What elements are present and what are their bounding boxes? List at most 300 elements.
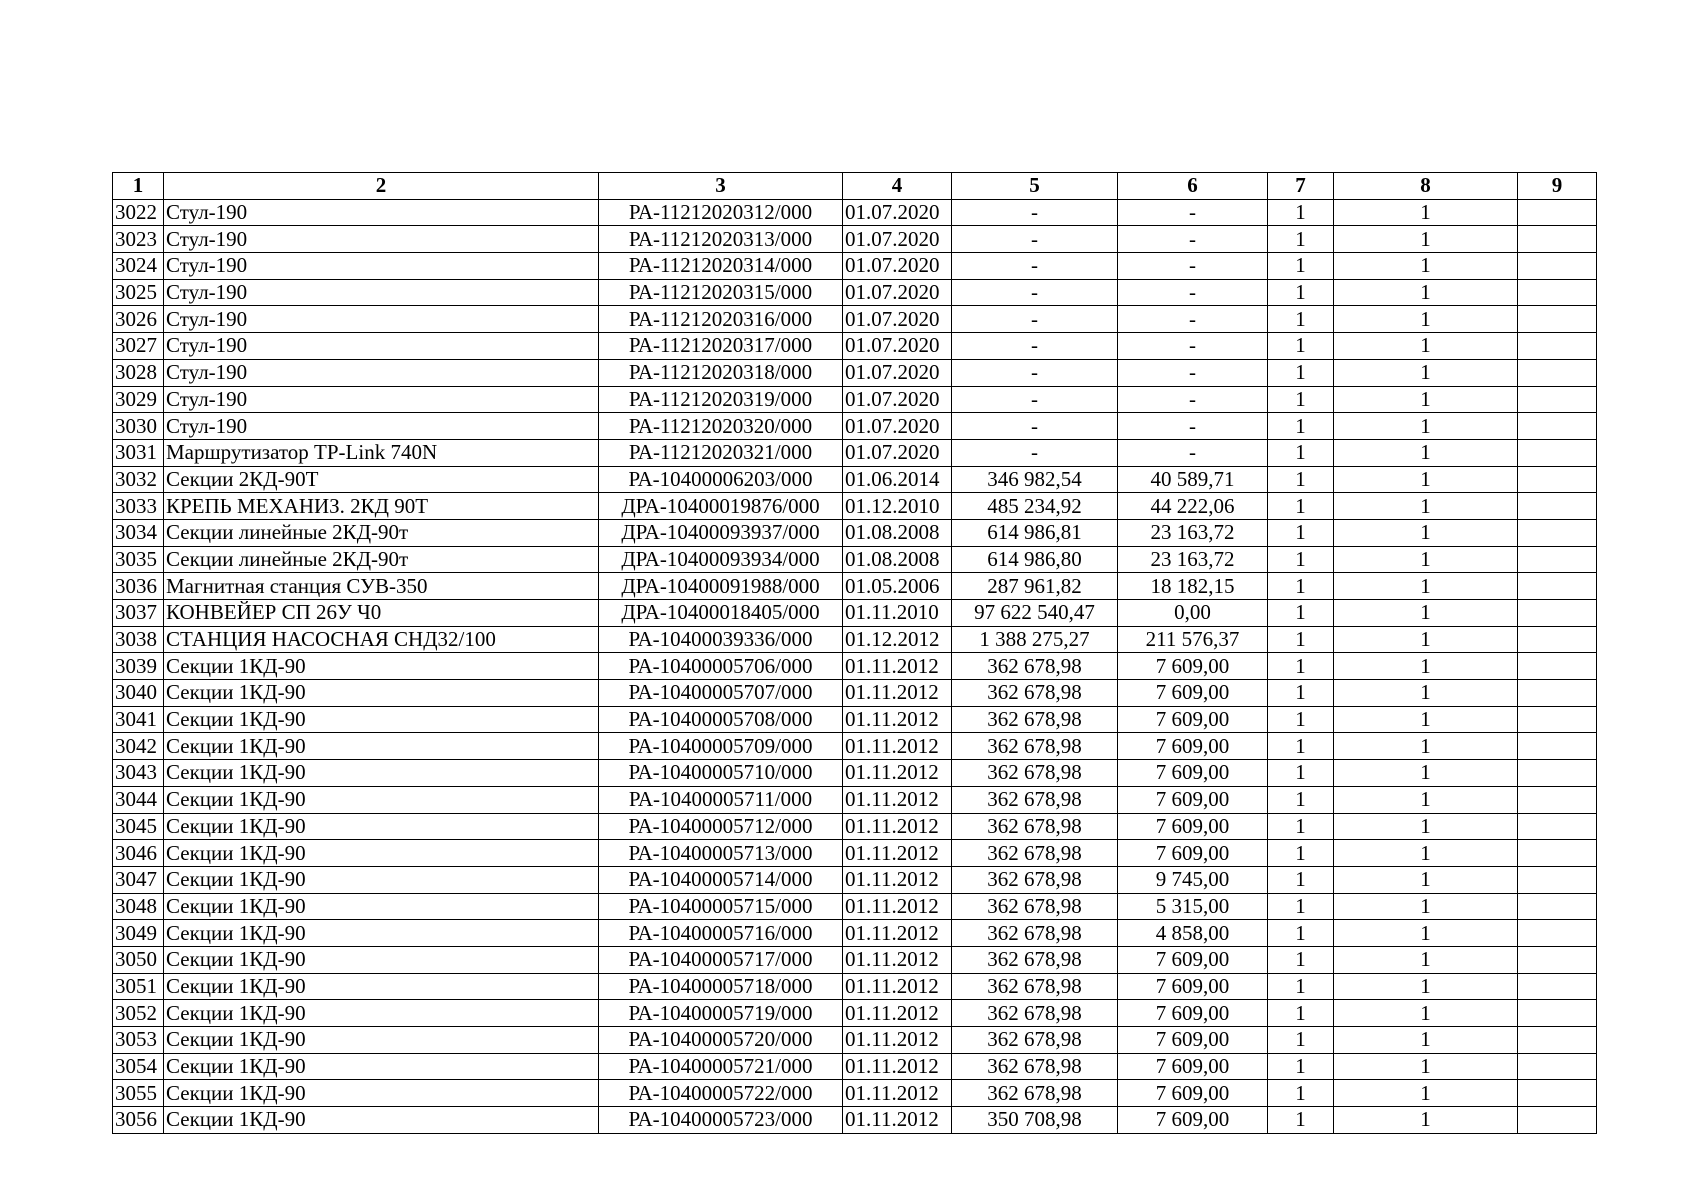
column-header-6: 6 [1118,173,1268,200]
row-number-cell: 3028 [113,359,164,386]
row-number-cell: 3033 [113,493,164,520]
note-cell [1518,253,1597,280]
quantity-cell: 1 [1268,866,1334,893]
cost-cell: - [952,386,1118,413]
item-name-cell: Секции 1КД-90 [164,946,599,973]
note-cell [1518,279,1597,306]
residual-value-cell: - [1118,306,1268,333]
actual-quantity-cell: 1 [1334,626,1518,653]
note-cell [1518,680,1597,707]
cost-cell: - [952,306,1118,333]
note-cell [1518,893,1597,920]
residual-value-cell: 7 609,00 [1118,680,1268,707]
inventory-number-cell: ДРА-10400018405/000 [599,600,843,627]
note-cell [1518,653,1597,680]
table-row [113,253,1597,280]
item-name-cell: Стул-190 [164,199,599,226]
item-name-cell: Секции 1КД-90 [164,1000,599,1027]
quantity-cell: 1 [1268,226,1334,253]
inventory-number-cell: РА-10400005708/000 [599,706,843,733]
table-row [113,413,1597,440]
actual-quantity-cell: 1 [1334,546,1518,573]
item-name-cell: Стул-190 [164,279,599,306]
actual-quantity-cell: 1 [1334,760,1518,787]
item-name-cell: Секции 1КД-90 [164,1080,599,1107]
table-row [113,920,1597,947]
date-cell: 01.11.2012 [843,1000,952,1027]
item-name-cell: Секции 1КД-90 [164,706,599,733]
table-row [113,546,1597,573]
actual-quantity-cell: 1 [1334,253,1518,280]
quantity-cell: 1 [1268,306,1334,333]
quantity-cell: 1 [1268,493,1334,520]
inventory-number-cell: ДРА-10400093937/000 [599,519,843,546]
quantity-cell: 1 [1268,946,1334,973]
row-number-cell: 3053 [113,1027,164,1054]
quantity-cell: 1 [1268,600,1334,627]
actual-quantity-cell: 1 [1334,840,1518,867]
table-row [113,600,1597,627]
quantity-cell: 1 [1268,253,1334,280]
cost-cell: 362 678,98 [952,920,1118,947]
residual-value-cell: 4 858,00 [1118,920,1268,947]
table-row [113,680,1597,707]
cost-cell: 614 986,80 [952,546,1118,573]
table-row [113,439,1597,466]
table-row [113,760,1597,787]
date-cell: 01.11.2012 [843,786,952,813]
note-cell [1518,626,1597,653]
note-cell [1518,1080,1597,1107]
residual-value-cell: 18 182,15 [1118,573,1268,600]
row-number-cell: 3026 [113,306,164,333]
inventory-number-cell: РА-11212020321/000 [599,439,843,466]
table-row [113,333,1597,360]
inventory-number-cell: РА-11212020320/000 [599,413,843,440]
residual-value-cell: 5 315,00 [1118,893,1268,920]
residual-value-cell: 7 609,00 [1118,653,1268,680]
cost-cell: - [952,253,1118,280]
table-row [113,733,1597,760]
quantity-cell: 1 [1268,546,1334,573]
row-number-cell: 3041 [113,706,164,733]
note-cell [1518,600,1597,627]
row-number-cell: 3036 [113,573,164,600]
date-cell: 01.11.2012 [843,920,952,947]
note-cell [1518,733,1597,760]
table-row [113,359,1597,386]
note-cell [1518,840,1597,867]
item-name-cell: Секции 1КД-90 [164,813,599,840]
quantity-cell: 1 [1268,519,1334,546]
header-row [113,173,1597,200]
cost-cell: - [952,439,1118,466]
row-number-cell: 3035 [113,546,164,573]
date-cell: 01.07.2020 [843,439,952,466]
row-number-cell: 3025 [113,279,164,306]
inventory-number-cell: РА-10400005707/000 [599,680,843,707]
item-name-cell: Магнитная станция СУВ-350 [164,573,599,600]
residual-value-cell: - [1118,226,1268,253]
row-number-cell: 3044 [113,786,164,813]
table-row [113,386,1597,413]
date-cell: 01.11.2012 [843,893,952,920]
item-name-cell: Секции 1КД-90 [164,1027,599,1054]
residual-value-cell: - [1118,413,1268,440]
column-header-9: 9 [1518,173,1597,200]
cost-cell: 362 678,98 [952,1053,1118,1080]
date-cell: 01.07.2020 [843,306,952,333]
inventory-number-cell: РА-10400005723/000 [599,1107,843,1134]
residual-value-cell: 7 609,00 [1118,813,1268,840]
note-cell [1518,466,1597,493]
item-name-cell: КРЕПЬ МЕХАНИЗ. 2КД 90Т [164,493,599,520]
column-header-2: 2 [164,173,599,200]
row-number-cell: 3022 [113,199,164,226]
date-cell: 01.11.2012 [843,760,952,787]
actual-quantity-cell: 1 [1334,733,1518,760]
residual-value-cell: - [1118,253,1268,280]
column-header-4: 4 [843,173,952,200]
actual-quantity-cell: 1 [1334,946,1518,973]
date-cell: 01.11.2010 [843,600,952,627]
item-name-cell: Секции 1КД-90 [164,840,599,867]
quantity-cell: 1 [1268,359,1334,386]
cost-cell: 362 678,98 [952,813,1118,840]
actual-quantity-cell: 1 [1334,680,1518,707]
quantity-cell: 1 [1268,199,1334,226]
actual-quantity-cell: 1 [1334,199,1518,226]
table-row [113,840,1597,867]
cost-cell: 362 678,98 [952,973,1118,1000]
table-row [113,866,1597,893]
item-name-cell: Маршрутизатор TP-Link 740N [164,439,599,466]
quantity-cell: 1 [1268,439,1334,466]
residual-value-cell: 9 745,00 [1118,866,1268,893]
quantity-cell: 1 [1268,1027,1334,1054]
inventory-number-cell: РА-11212020314/000 [599,253,843,280]
actual-quantity-cell: 1 [1334,600,1518,627]
note-cell [1518,439,1597,466]
date-cell: 01.11.2012 [843,733,952,760]
row-number-cell: 3048 [113,893,164,920]
residual-value-cell: 211 576,37 [1118,626,1268,653]
cost-cell: 362 678,98 [952,760,1118,787]
residual-value-cell: 0,00 [1118,600,1268,627]
actual-quantity-cell: 1 [1334,306,1518,333]
inventory-number-cell: РА-11212020313/000 [599,226,843,253]
cost-cell: - [952,413,1118,440]
date-cell: 01.11.2012 [843,840,952,867]
table-row [113,306,1597,333]
note-cell [1518,1053,1597,1080]
inventory-number-cell: РА-10400005712/000 [599,813,843,840]
actual-quantity-cell: 1 [1334,226,1518,253]
table-row [113,226,1597,253]
date-cell: 01.07.2020 [843,199,952,226]
row-number-cell: 3050 [113,946,164,973]
residual-value-cell: 7 609,00 [1118,760,1268,787]
residual-value-cell: 23 163,72 [1118,519,1268,546]
row-number-cell: 3043 [113,760,164,787]
quantity-cell: 1 [1268,333,1334,360]
date-cell: 01.07.2020 [843,226,952,253]
note-cell [1518,1027,1597,1054]
residual-value-cell: 23 163,72 [1118,546,1268,573]
item-name-cell: Секции 1КД-90 [164,760,599,787]
residual-value-cell: 7 609,00 [1118,946,1268,973]
cost-cell: - [952,199,1118,226]
inventory-number-cell: РА-10400039336/000 [599,626,843,653]
date-cell: 01.11.2012 [843,973,952,1000]
actual-quantity-cell: 1 [1334,466,1518,493]
inventory-number-cell: ДРА-10400019876/000 [599,493,843,520]
inventory-number-cell: РА-11212020318/000 [599,359,843,386]
date-cell: 01.05.2006 [843,573,952,600]
item-name-cell: Стул-190 [164,386,599,413]
quantity-cell: 1 [1268,920,1334,947]
date-cell: 01.11.2012 [843,866,952,893]
cost-cell: 614 986,81 [952,519,1118,546]
cost-cell: - [952,333,1118,360]
table-row [113,466,1597,493]
actual-quantity-cell: 1 [1334,653,1518,680]
quantity-cell: 1 [1268,840,1334,867]
note-cell [1518,813,1597,840]
row-number-cell: 3055 [113,1080,164,1107]
note-cell [1518,973,1597,1000]
row-number-cell: 3029 [113,386,164,413]
table-row [113,1107,1597,1134]
residual-value-cell: 40 589,71 [1118,466,1268,493]
cost-cell: 362 678,98 [952,680,1118,707]
row-number-cell: 3054 [113,1053,164,1080]
actual-quantity-cell: 1 [1334,813,1518,840]
quantity-cell: 1 [1268,386,1334,413]
quantity-cell: 1 [1268,893,1334,920]
item-name-cell: Стул-190 [164,413,599,440]
residual-value-cell: 44 222,06 [1118,493,1268,520]
inventory-number-cell: РА-11212020316/000 [599,306,843,333]
quantity-cell: 1 [1268,1000,1334,1027]
row-number-cell: 3047 [113,866,164,893]
cost-cell: 362 678,98 [952,1080,1118,1107]
quantity-cell: 1 [1268,680,1334,707]
inventory-number-cell: РА-10400005714/000 [599,866,843,893]
item-name-cell: Стул-190 [164,306,599,333]
row-number-cell: 3027 [113,333,164,360]
cost-cell: - [952,279,1118,306]
actual-quantity-cell: 1 [1334,973,1518,1000]
date-cell: 01.12.2010 [843,493,952,520]
note-cell [1518,386,1597,413]
inventory-number-cell: РА-10400006203/000 [599,466,843,493]
actual-quantity-cell: 1 [1334,786,1518,813]
cost-cell: 350 708,98 [952,1107,1118,1134]
inventory-number-cell: РА-10400005718/000 [599,973,843,1000]
item-name-cell: Секции 2КД-90Т [164,466,599,493]
table-row [113,519,1597,546]
table-row [113,573,1597,600]
date-cell: 01.11.2012 [843,1080,952,1107]
residual-value-cell: 7 609,00 [1118,786,1268,813]
row-number-cell: 3031 [113,439,164,466]
quantity-cell: 1 [1268,279,1334,306]
date-cell: 01.11.2012 [843,1027,952,1054]
table-row [113,1080,1597,1107]
row-number-cell: 3037 [113,600,164,627]
item-name-cell: Секции 1КД-90 [164,866,599,893]
item-name-cell: Секции 1КД-90 [164,920,599,947]
cost-cell: 97 622 540,47 [952,600,1118,627]
cost-cell: 362 678,98 [952,893,1118,920]
item-name-cell: Стул-190 [164,359,599,386]
date-cell: 01.11.2012 [843,706,952,733]
item-name-cell: Секции 1КД-90 [164,680,599,707]
row-number-cell: 3039 [113,653,164,680]
inventory-number-cell: РА-10400005706/000 [599,653,843,680]
row-number-cell: 3034 [113,519,164,546]
actual-quantity-cell: 1 [1334,893,1518,920]
actual-quantity-cell: 1 [1334,1107,1518,1134]
note-cell [1518,920,1597,947]
quantity-cell: 1 [1268,733,1334,760]
note-cell [1518,519,1597,546]
column-header-3: 3 [599,173,843,200]
residual-value-cell: 7 609,00 [1118,706,1268,733]
cost-cell: 362 678,98 [952,840,1118,867]
quantity-cell: 1 [1268,653,1334,680]
row-number-cell: 3024 [113,253,164,280]
actual-quantity-cell: 1 [1334,413,1518,440]
row-number-cell: 3045 [113,813,164,840]
inventory-number-cell: РА-10400005721/000 [599,1053,843,1080]
quantity-cell: 1 [1268,626,1334,653]
item-name-cell: Секции линейные 2КД-90т [164,546,599,573]
row-number-cell: 3049 [113,920,164,947]
residual-value-cell: 7 609,00 [1118,733,1268,760]
inventory-number-cell: РА-10400005719/000 [599,1000,843,1027]
item-name-cell: Стул-190 [164,253,599,280]
item-name-cell: Стул-190 [164,226,599,253]
date-cell: 01.11.2012 [843,946,952,973]
item-name-cell: Секции 1КД-90 [164,733,599,760]
residual-value-cell: - [1118,279,1268,306]
cost-cell: 362 678,98 [952,733,1118,760]
row-number-cell: 3052 [113,1000,164,1027]
date-cell: 01.06.2014 [843,466,952,493]
cost-cell: 362 678,98 [952,653,1118,680]
date-cell: 01.11.2012 [843,1107,952,1134]
table-row [113,973,1597,1000]
table-row [113,893,1597,920]
inventory-number-cell: РА-11212020315/000 [599,279,843,306]
actual-quantity-cell: 1 [1334,493,1518,520]
date-cell: 01.11.2012 [843,653,952,680]
quantity-cell: 1 [1268,706,1334,733]
actual-quantity-cell: 1 [1334,1000,1518,1027]
actual-quantity-cell: 1 [1334,279,1518,306]
inventory-number-cell: РА-11212020319/000 [599,386,843,413]
residual-value-cell: - [1118,386,1268,413]
table-row [113,1027,1597,1054]
table-row [113,813,1597,840]
cost-cell: 485 234,92 [952,493,1118,520]
residual-value-cell: 7 609,00 [1118,1053,1268,1080]
quantity-cell: 1 [1268,1053,1334,1080]
date-cell: 01.11.2012 [843,680,952,707]
cost-cell: - [952,226,1118,253]
quantity-cell: 1 [1268,786,1334,813]
table-row [113,786,1597,813]
item-name-cell: Секции 1КД-90 [164,786,599,813]
residual-value-cell: 7 609,00 [1118,840,1268,867]
date-cell: 01.07.2020 [843,279,952,306]
actual-quantity-cell: 1 [1334,386,1518,413]
item-name-cell: Секции 1КД-90 [164,653,599,680]
date-cell: 01.07.2020 [843,333,952,360]
date-cell: 01.07.2020 [843,413,952,440]
quantity-cell: 1 [1268,1080,1334,1107]
table-row [113,653,1597,680]
note-cell [1518,946,1597,973]
date-cell: 01.07.2020 [843,253,952,280]
inventory-table [112,172,1597,1134]
inventory-number-cell: РА-11212020317/000 [599,333,843,360]
actual-quantity-cell: 1 [1334,706,1518,733]
date-cell: 01.08.2008 [843,546,952,573]
column-header-5: 5 [952,173,1118,200]
actual-quantity-cell: 1 [1334,359,1518,386]
cost-cell: 362 678,98 [952,866,1118,893]
cost-cell: - [952,359,1118,386]
inventory-number-cell: РА-10400005715/000 [599,893,843,920]
table-row [113,1000,1597,1027]
note-cell [1518,1000,1597,1027]
cost-cell: 362 678,98 [952,1000,1118,1027]
cost-cell: 346 982,54 [952,466,1118,493]
table-row [113,1053,1597,1080]
note-cell [1518,866,1597,893]
note-cell [1518,333,1597,360]
row-number-cell: 3051 [113,973,164,1000]
note-cell [1518,760,1597,787]
residual-value-cell: 7 609,00 [1118,1107,1268,1134]
actual-quantity-cell: 1 [1334,1080,1518,1107]
actual-quantity-cell: 1 [1334,1053,1518,1080]
note-cell [1518,199,1597,226]
inventory-number-cell: ДРА-10400093934/000 [599,546,843,573]
row-number-cell: 3030 [113,413,164,440]
cost-cell: 1 388 275,27 [952,626,1118,653]
date-cell: 01.07.2020 [843,359,952,386]
note-cell [1518,359,1597,386]
document-page [112,172,1596,1134]
note-cell [1518,786,1597,813]
cost-cell: 287 961,82 [952,573,1118,600]
quantity-cell: 1 [1268,760,1334,787]
date-cell: 01.11.2012 [843,1053,952,1080]
quantity-cell: 1 [1268,413,1334,440]
item-name-cell: СТАНЦИЯ НАСОСНАЯ СНД32/100 [164,626,599,653]
row-number-cell: 3023 [113,226,164,253]
row-number-cell: 3056 [113,1107,164,1134]
cost-cell: 362 678,98 [952,786,1118,813]
note-cell [1518,1107,1597,1134]
residual-value-cell: 7 609,00 [1118,1027,1268,1054]
date-cell: 01.12.2012 [843,626,952,653]
quantity-cell: 1 [1268,1107,1334,1134]
